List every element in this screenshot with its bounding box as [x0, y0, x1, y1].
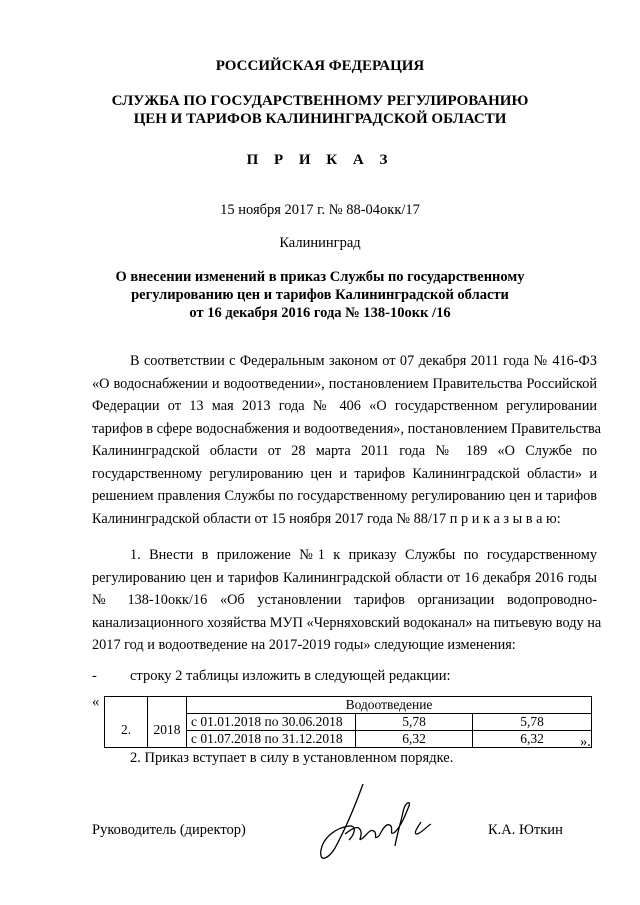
preamble-line: Федерации от 13 мая 2013 года № 406 «О государственном регулировании — [92, 398, 597, 414]
table-row — [105, 697, 592, 714]
table-value: 5,78 — [473, 714, 592, 731]
table-value: 6,32 — [356, 731, 473, 748]
item1-line: регулированию цен и тарифов Калининградской области от 16 декабря 2016 годы — [92, 569, 597, 586]
item1-line: 2017 год и водоотведение на 2017-2019 годы» следующие изменения: — [92, 637, 516, 653]
item2-paragraph: 2. Приказ вступает в силу в установленном порядке. — [130, 750, 454, 766]
title-line1: О внесении изменений в приказ Службы по государственному — [115, 269, 525, 285]
country-heading: РОССИЙСКАЯ ФЕДЕРАЦИЯ — [215, 58, 425, 74]
preamble-line: В соответствии с Федеральным законом от 07 декабря 2011 года № 416-ФЗ — [130, 353, 597, 369]
preamble-line: Калининградской области от 15 ноября 2017 года № 88/17 п р и к а з ы в а ю: — [92, 510, 561, 527]
table-cell-empty — [105, 697, 148, 714]
handwritten-signature — [305, 776, 445, 881]
table-period: с 01.01.2018 по 30.06.2018 — [187, 714, 356, 731]
table-row — [105, 714, 592, 731]
preamble-line: «О водоснабжении и водоотведении», постановлением Правительства Российской — [92, 375, 597, 392]
preamble-line: Калининградской области от 28 марта 2011 года № 189 «О Службе по — [92, 443, 597, 459]
document-type: П Р И К А З — [246, 152, 394, 168]
preamble-paragraph — [92, 350, 601, 530]
preamble-line: государственному регулированию цен и тарифов Калининградской области» и — [92, 465, 597, 482]
item1-line: канализационного хозяйства МУП «Черняховский водоканал» на питьевую воду на — [92, 614, 602, 631]
table-open-quote: « — [92, 694, 100, 710]
table-cell-empty — [148, 697, 187, 714]
preamble-line: решением правления Службы по государственному регулированию цен и тарифов — [92, 488, 597, 504]
table-period: с 01.07.2018 по 31.12.2018 — [187, 731, 356, 748]
table-value: 5,78 — [356, 714, 473, 731]
tariff-table — [104, 696, 592, 748]
table-row-number: 2. — [105, 714, 148, 748]
title-line2: регулированию цен и тарифов Калининградской области — [131, 287, 509, 303]
preamble-line: тарифов в сфере водоснабжения и водоотведения», постановлением Правительства — [92, 420, 601, 437]
table-close-quote: ». — [580, 734, 591, 750]
signer-position: Руководитель (директор) — [92, 822, 246, 838]
agency-name-line2: ЦЕН И ТАРИФОВ КАЛИНИНГРАДСКОЙ ОБЛАСТИ — [133, 111, 507, 127]
item1-line: 1. Внести в приложение №1 к приказу Службы по государственному — [130, 547, 597, 563]
title-line3: от 16 декабря 2016 года № 138-10окк /16 — [189, 305, 451, 321]
agency-name-line1: СЛУЖБА ПО ГОСУДАРСТВЕННОМУ РЕГУЛИРОВАНИЮ — [111, 93, 529, 109]
city: Калининград — [279, 235, 361, 251]
date-number: 15 ноября 2017 г. № 88-04окк/17 — [220, 202, 420, 218]
signer-name: К.А. Юткин — [488, 822, 563, 838]
bullet-dash: - — [92, 668, 97, 684]
item1-line: № 138-10окк/16 «Об установлении тарифов организации водопроводно- — [92, 592, 597, 608]
bullet-text: строку 2 таблицы изложить в следующей редакции: — [130, 668, 451, 684]
table-header: Водоотведение — [187, 697, 592, 714]
table-value: 6,32 — [473, 731, 592, 748]
item1-paragraph — [92, 544, 602, 657]
table-year: 2018 — [148, 714, 187, 748]
